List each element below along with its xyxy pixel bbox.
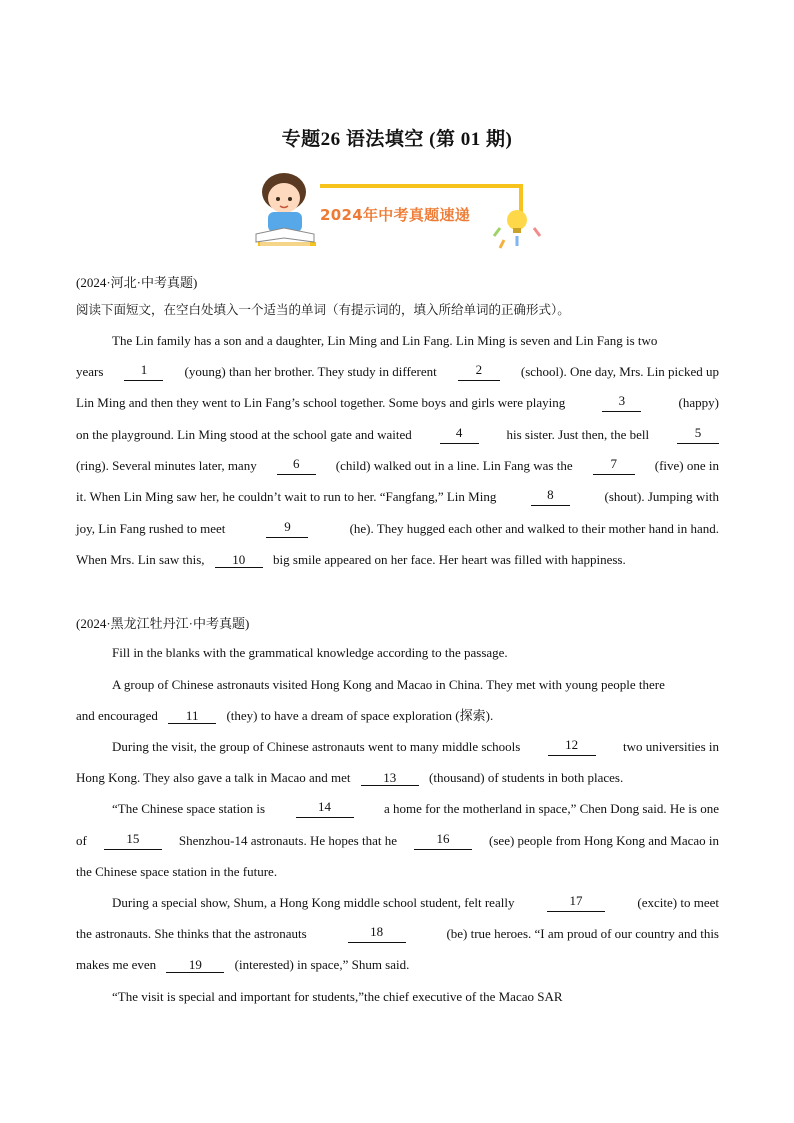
blank-11[interactable]: 11 (168, 709, 216, 724)
blank-16[interactable]: 16 (414, 832, 472, 850)
blank-12[interactable]: 12 (548, 738, 596, 756)
blank-4[interactable]: 4 (440, 426, 479, 444)
blank-13[interactable]: 13 (361, 771, 419, 786)
passage1-line-1: The Lin family has a son and a daughter, Lin Ming and Lin Fang. Lin Ming is seven and Lin Fang is two (112, 333, 658, 348)
passage2-line-9: the astronauts. She thinks that the astronauts 18 (be) true heroes. “I am proud of our country and this (76, 924, 719, 941)
passage2-line-4: Hong Kong. They also gave a talk in Macao and met 13 (thousand) of students in both places. (76, 770, 624, 785)
blank-3[interactable]: 3 (602, 394, 641, 412)
passage1-line-6: it. When Lin Ming saw her, he couldn’t wait to run to her. “Fangfang,” Lin Ming 8 (shout). Jumping with (76, 487, 719, 504)
student-reading-icon (256, 173, 314, 246)
blank-18[interactable]: 18 (348, 925, 406, 943)
passage1-source: (2024·河北·中考真题) (76, 275, 198, 290)
banner-text: 2024年中考真题速递 (320, 206, 471, 224)
passage2-line-11: “The visit is special and important for students,”the chief executive of the Macao SAR (112, 989, 563, 1004)
passage2-instruction: Fill in the blanks with the grammatical knowledge according to the passage. (112, 645, 508, 660)
blank-15[interactable]: 15 (104, 832, 162, 850)
passage2-source: (2024·黑龙江牡丹江·中考真题) (76, 616, 250, 631)
passage2-line-10: makes me even 19 (interested) in space,” Shum said. (76, 957, 410, 972)
passage2-line-2: and encouraged 11 (they) to have a dream of space exploration (探索). (76, 708, 494, 723)
blank-17[interactable]: 17 (547, 894, 605, 912)
passage1-line-8: When Mrs. Lin saw this, 10 big smile appeared on her face. Her heart was filled with happiness. (76, 552, 626, 567)
blank-5[interactable]: 5 (677, 426, 719, 444)
passage1-line-7: joy, Lin Fang rushed to meet 9 (he). They hugged each other and walked to their mother hand in hand. (76, 519, 719, 536)
passage1-line-2: years 1 (young) than her brother. They study in different 2 (school). One day, Mrs. Lin picked up (76, 362, 719, 379)
lightbulb-icon (507, 210, 527, 230)
blank-8[interactable]: 8 (531, 488, 570, 506)
passage2-line-3: During the visit, the group of Chinese astronauts went to many middle schools 12 two universities in (112, 737, 719, 754)
blank-14[interactable]: 14 (296, 800, 354, 818)
passage1-line-3: Lin Ming and then they went to Lin Fang’s school together. Some boys and girls were playing 3 (happy) (76, 393, 719, 410)
passage1-line-4: on the playground. Lin Ming stood at the school gate and waited 4 his sister. Just then, the bell 5 (76, 426, 719, 444)
blank-2[interactable]: 2 (458, 363, 500, 381)
page-title: 专题26 语法填空 (第 01 期) (281, 129, 513, 150)
blank-1[interactable]: 1 (124, 363, 163, 381)
passage2-line-1: A group of Chinese astronauts visited Hong Kong and Macao in China. They met with young people there (112, 677, 665, 692)
passage2-line-5: “The Chinese space station is 14 a home for the motherland in space,” Chen Dong said. He is one (112, 799, 719, 816)
blank-10[interactable]: 10 (215, 553, 263, 568)
passage1-instruction: 阅读下面短文，在空白处填入一个适当的单词（有提示词的，填入所给单词的正确形式）。 (76, 302, 570, 317)
blank-6[interactable]: 6 (277, 457, 316, 475)
blank-19[interactable]: 19 (166, 958, 224, 973)
passage2-line-8: During a special show, Shum, a Hong Kong middle school student, felt really 17 (excite) to meet (112, 893, 719, 910)
passage1-line-5: (ring). Several minutes later, many 6 (child) walked out in a line. Lin Fang was the 7 (five) one in (76, 456, 719, 473)
passage2-line-6: of 15 Shenzhou-14 astronauts. He hopes that he 16 (see) people from Hong Kong and Macao in (76, 831, 719, 848)
blank-7[interactable]: 7 (593, 457, 635, 475)
passage2-line-7: the Chinese space station in the future. (76, 864, 278, 879)
blank-9[interactable]: 9 (266, 520, 308, 538)
